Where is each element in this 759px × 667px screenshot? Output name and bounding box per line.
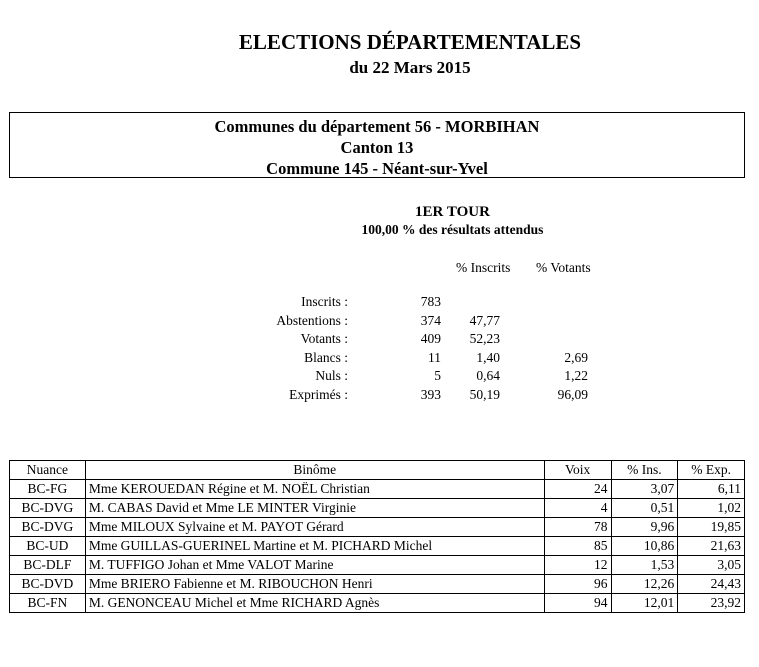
cell-pct-exp: 21,63 (678, 537, 745, 556)
cell-binome: M. GENONCEAU Michel et Mme RICHARD Agnès (85, 594, 544, 613)
cell-pct-ins: 1,53 (611, 556, 678, 575)
expected-results-label: 100,00 % des résultats attendus (361, 222, 544, 237)
pct-inscrits-header: % Inscrits (456, 260, 511, 275)
cell-voix: 85 (544, 537, 611, 556)
cell-binome: M. TUFFIGO Johan et Mme VALOT Marine (85, 556, 544, 575)
stat-pct-inscrits: 1,40 (476, 349, 500, 365)
stat-pct-inscrits: 47,77 (469, 312, 500, 328)
table-row (10, 518, 745, 537)
cell-nuance: BC-UD (10, 537, 86, 556)
cell-pct-exp: 3,05 (678, 556, 745, 575)
header-voix: Voix (544, 461, 611, 480)
cell-pct-exp: 24,43 (678, 575, 745, 594)
cell-nuance: BC-DLF (10, 556, 86, 575)
stat-pct-inscrits: 0,64 (476, 368, 500, 384)
stat-label: Blancs : (304, 349, 348, 365)
canton-label: Canton 13 (340, 138, 414, 157)
cell-voix: 12 (544, 556, 611, 575)
stat-count: 374 (420, 312, 441, 328)
header-nuance: Nuance (10, 461, 86, 480)
stat-count: 393 (420, 386, 441, 402)
commune-label: Commune 145 - Néant-sur-Yvel (266, 159, 488, 178)
cell-pct-ins: 9,96 (611, 518, 678, 537)
stats-row (0, 331, 759, 350)
stat-count: 5 (434, 368, 441, 384)
stat-pct-votants: 1,22 (564, 368, 588, 384)
table-row (10, 575, 745, 594)
results-table (9, 460, 745, 613)
cell-pct-ins: 12,01 (611, 594, 678, 613)
table-row (10, 556, 745, 575)
cell-voix: 4 (544, 499, 611, 518)
cell-binome: Mme GUILLAS-GUERINEL Martine et M. PICHARD Michel (85, 537, 544, 556)
stats-row (0, 387, 759, 406)
participation-stats (0, 294, 759, 406)
cell-voix: 96 (544, 575, 611, 594)
table-row (10, 480, 745, 499)
header-binome: Binôme (85, 461, 544, 480)
stats-row (0, 313, 759, 332)
stat-pct-votants: 96,09 (557, 386, 588, 402)
stat-count: 783 (420, 294, 441, 309)
cell-pct-ins: 3,07 (611, 480, 678, 499)
departement-label: Communes du département 56 - MORBIHAN (214, 117, 540, 136)
table-row (10, 499, 745, 518)
stat-label: Exprimés : (289, 386, 348, 402)
cell-binome: M. CABAS David et Mme LE MINTER Virginie (85, 499, 544, 518)
cell-nuance: BC-DVD (10, 575, 86, 594)
stat-count: 409 (420, 331, 441, 347)
stats-row (0, 368, 759, 387)
round-label: 1ER TOUR (415, 204, 490, 220)
cell-pct-ins: 12,26 (611, 575, 678, 594)
table-row (10, 537, 745, 556)
stat-count: 11 (428, 349, 441, 365)
cell-voix: 78 (544, 518, 611, 537)
table-row (10, 594, 745, 613)
cell-voix: 94 (544, 594, 611, 613)
cell-pct-exp: 6,11 (678, 480, 745, 499)
stat-pct-votants: 2,69 (564, 349, 588, 365)
stat-pct-inscrits: 52,23 (469, 331, 500, 347)
cell-pct-exp: 23,92 (678, 594, 745, 613)
cell-voix: 24 (544, 480, 611, 499)
stat-pct-inscrits: 50,19 (469, 386, 500, 402)
cell-pct-ins: 0,51 (611, 499, 678, 518)
cell-binome: Mme BRIERO Fabienne et M. RIBOUCHON Henri (85, 575, 544, 594)
cell-nuance: BC-DVG (10, 499, 86, 518)
stat-label: Votants : (300, 331, 348, 347)
pct-votants-header: % Votants (536, 260, 591, 275)
page-title: ELECTIONS DÉPARTEMENTALES (238, 30, 582, 54)
stat-label: Abstentions : (276, 312, 348, 328)
cell-nuance: BC-DVG (10, 518, 86, 537)
stat-label: Inscrits : (301, 294, 348, 309)
stats-row (0, 294, 759, 313)
cell-pct-ins: 10,86 (611, 537, 678, 556)
election-date: du 22 Mars 2015 (349, 58, 471, 77)
stat-label: Nuls : (315, 368, 348, 384)
header-pct-exp: % Exp. (678, 461, 745, 480)
cell-nuance: BC-FG (10, 480, 86, 499)
location-box (9, 112, 745, 178)
cell-pct-exp: 1,02 (678, 499, 745, 518)
cell-pct-exp: 19,85 (678, 518, 745, 537)
cell-nuance: BC-FN (10, 594, 86, 613)
results-header-row (10, 461, 745, 480)
cell-binome: Mme MILOUX Sylvaine et M. PAYOT Gérard (85, 518, 544, 537)
stats-row (0, 350, 759, 369)
cell-binome: Mme KEROUEDAN Régine et M. NOËL Christian (85, 480, 544, 499)
header-pct-ins: % Ins. (611, 461, 678, 480)
